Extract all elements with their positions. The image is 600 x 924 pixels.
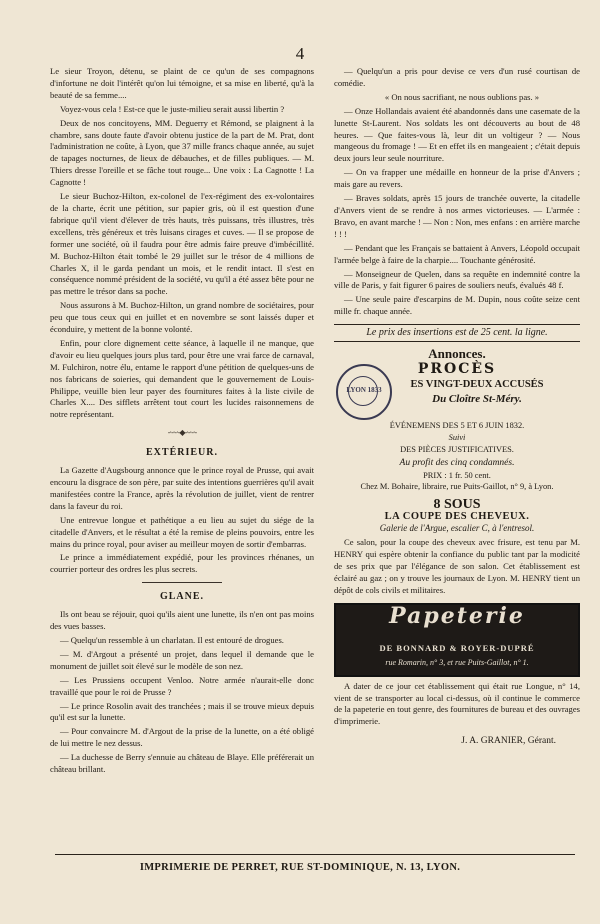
proces-announcement — [334, 360, 580, 420]
footer-rule — [55, 854, 575, 855]
sous-heading: 8 SOUS — [433, 497, 481, 513]
paragraph: Le prince a immédiatement expédié, pour les provinces rhénanes, un courrier porteur des ordres les plus secrets. — [50, 552, 314, 575]
banner-title: Papeterie — [389, 602, 525, 629]
paragraph: Une entrevue longue et pathétique a eu lieu au sujet du siége de la citadelle d'Anvers, et le résultat a été la remise de pleins pouvoirs, entre les mains du prince royal, pour aviser au meilleur moyen de sortir d'embarras. — [50, 514, 314, 549]
banner-address: rue Romarin, n° 3, et rue Puits-Gaillot, n° 1. — [385, 657, 529, 667]
paragraph: — Quelqu'un a pris pour devise ce vers d'un rusé courtisan de comédie. — [334, 66, 580, 88]
paragraph: — Quelqu'un ressemble à un charlatan. Il est entouré de drogues. — [60, 634, 284, 645]
proces-subtitle: ES VINGT-DEUX ACCUSÉS — [410, 378, 544, 390]
paragraph: — Une seule paire d'escarpins de M. Dupin, nous coûte seize cent mille fr. chaque année. — [334, 294, 580, 317]
signature: J. A. GRANIER, Gérant. — [461, 736, 556, 747]
coupe-heading: LA COUPE DES CHEVEUX. — [384, 511, 530, 523]
paragraph: Deux de nos concitoyens, MM. Deguerry et Rémond, se plaignent à la chambre, sans doute faute d'avoir obtenu justice de la part de M. Prat, dont l'administration ne coûte, à Lyon, que 37 mille francs chaque année, au sujet de tapages nocturnes, de lieux de débauches, et de filles publiques. — M. Thiers dresse l'oreille et se fâche tout rouge... Une voix : La Cagnotte ! La Cagnotte ! — [50, 117, 314, 188]
paragraph: Enfin, pour clore dignement cette séance, à laquelle il ne manque, que d'avoir eu lieu quelques jours plus tard, pour être une vrai farce de carnaval, M. Fulchiron, notre élu, entame le rapport d'une pétition de quelques-uns de nos fabricans de soieries, qui demandent que le gouvernement de Louis-Philippe, veuille bien leur payer des fournitures faites à la liste civile de Charles X.... Des sifflets arrêtent tout court les lucides raisonnemens de notre représentant. — [50, 337, 314, 420]
paragraph: La Gazette d'Augsbourg annonce que le prince royal de Prusse, qui avait encouru la disgrace de son père, par suite des intentions guerrières qu'il avait manifestées contre la France, après la révolution de juillet, vient de rentrer dans la faveur du roi. — [50, 465, 314, 511]
right-column — [334, 66, 580, 748]
ornament-divider: -·-·-·-◆-·-·-·- — [167, 428, 197, 438]
paragraph: Nous assurons à M. Buchoz-Hilton, un grand nombre de sociétaires, pour peu que tous ceux qui en juillet et en novembre se sont laissés duper et éconduire, y mettent de la bonne volonté. — [50, 300, 314, 335]
paragraph: Le sieur Troyon, détenu, se plaint de ce qu'un de ses compagnons d'infortune ne doit l'intérêt qu'on lui témoigne, et sa mise en liberté, qu'à la beauté de sa femme.... — [50, 66, 314, 100]
left-column — [50, 66, 314, 778]
galerie-address: Galerie de l'Argue, escalier C, à l'entresol. — [379, 523, 535, 534]
section-title-exterieur: EXTÉRIEUR. — [146, 447, 218, 459]
paragraph: Voyez-vous cela ! Est-ce que le juste-milieu serait aussi libertin ? — [60, 103, 285, 114]
paragraph: — On va frapper une médaille en honneur de la prise d'Anvers ; mais gare au revers. — [334, 167, 580, 190]
paragraph: — M. d'Argout a présenté un projet, dans lequel il demande que le monument de juillet soit élevé sur le modèle de son nez. — [50, 648, 314, 671]
annonces-heading: Annonces. — [428, 346, 486, 362]
paragraph: — Pour convaincre M. d'Argout de la prise de la lunette, on a été obligé de lui mettre le nez dessus. — [50, 726, 314, 749]
proces-address: Chez M. Bohaire, libraire, rue Puits-Gaillot, n° 9, à Lyon. — [360, 482, 554, 492]
paragraph: — Braves soldats, après 15 jours de tranchée ouverte, la citadelle d'Anvers vient de se rendre à nos armes victorieuses. — L'armée : Bravo, en avant marche ! — Non : Non, mes enfans : en arrière marche ! ! ! — [334, 193, 580, 239]
proces-suivi: Suivi — [448, 432, 466, 442]
paragraph: — Monseigneur de Quelen, dans sa requête en indemnité contre la ville de Paris, y fait figurer 6 paires de souliers neufs, évalués 48 f. — [334, 268, 580, 291]
paragraph: — Le prince Rosolin avait des tranchées ; mais il se trouve mieux depuis qu'il est sur la lunette. — [50, 700, 314, 723]
proces-profit: Au profit des cinq condamnés. — [399, 457, 515, 468]
proces-price: PRIX : 1 fr. 50 cent. — [423, 470, 491, 480]
proces-pieces: DES PIÈCES JUSTIFICATIVES. — [400, 444, 514, 454]
postal-stamp-icon: LYON 1833 — [336, 364, 392, 420]
paragraph: A dater de ce jour cet établissement qui était rue Longue, n° 14, vient de se transporter au local ci-dessus, où il continue le commerce de la papeterie en tout genre, des fournitures de bureau et des ouvrages d'imprimerie. — [334, 680, 580, 727]
page-number: 4 — [295, 44, 305, 63]
proces-title: PROCÈS — [417, 360, 497, 377]
section-title-glane: GLANE. — [159, 591, 205, 603]
paragraph: — Onze Hollandais avaient été abandonnés dans une casemate de la lunette St-Laurent. Nos soldats les ont découverts au bout de 48 heures. — Que faites-vous là, leur dit un voltigeur ? — Nous mangeous du fromage ! — Et en effet ils en mangeaient ; c'était depuis deux jours leur seule nourriture. — [334, 105, 580, 164]
paragraph: — Pendant que les Français se battaient à Anvers, Léopold occupait l'armée belge à faire de la charpie.... Touchante générosité. — [334, 242, 580, 265]
paragraph: Ce salon, pour la coupe des cheveux avec frisure, est tenu par M. HENRY qui espère obtenir la confiance du public tant par la modicité de ses prix que par l'élégance de son salon. Cet établissement est éclairé au gaz ; on y trouve les journaux de Lyon. M. HENRY tient un dépôt de cols civils et militaires. — [334, 537, 580, 595]
printer-footer: IMPRIMERIE DE PERRET, RUE ST-DOMINIQUE, N. 13, LYON. — [139, 862, 461, 873]
papeterie-banner — [334, 603, 580, 677]
divider — [142, 582, 222, 583]
quote: « On nous sacrifiant, ne nous oublions pas. » — [384, 91, 540, 102]
banner-company: DE BONNARD & ROYER-DUPRÉ — [379, 642, 535, 653]
paragraph: — La duchesse de Berry s'ennuie au château de Blaye. Elle préférerait un château brillant. — [50, 752, 314, 775]
paragraph: — Les Prussiens occupent Venloo. Notre armée n'aurait-elle donc travaillé que pour le roi de Prusse ? — [50, 674, 314, 697]
paragraph: Le sieur Buchoz-Hilton, ex-colonel de l'ex-régiment des ex-volontaires de la charte, écrit une pétition, sur papier gris, où il est question d'une fabrique qu'il vient d'élever de très hauts, très puissans, très illustres, très excellens, très généreux et très luisans cirages et cuves. — Il se propose de former une société, où il faudra pour être admis faire preuve d'imbécillité. M. Buchoz-Hilton était tombé le 29 juillet sur le trésor de 4 millions de Charles X, il le garda pendant un mois, et le rendit intact. Il s'est en conséquence nommé président de la société, vu qu'il a été assez bête pour ne pas mettre le trésor dans sa poche. — [50, 191, 314, 297]
proces-subtitle-2: Du Cloître St-Méry. — [432, 392, 522, 405]
insertion-price-notice: Le prix des insertions est de 25 cent. la ligne. — [334, 324, 580, 342]
proces-dates: ÉVÉNEMENS DES 5 ET 6 JUIN 1832. — [389, 420, 525, 430]
paragraph: Ils ont beau se réjouir, quoi qu'ils aient une lunette, ils n'en ont pas moins des vues basses. — [50, 609, 314, 632]
